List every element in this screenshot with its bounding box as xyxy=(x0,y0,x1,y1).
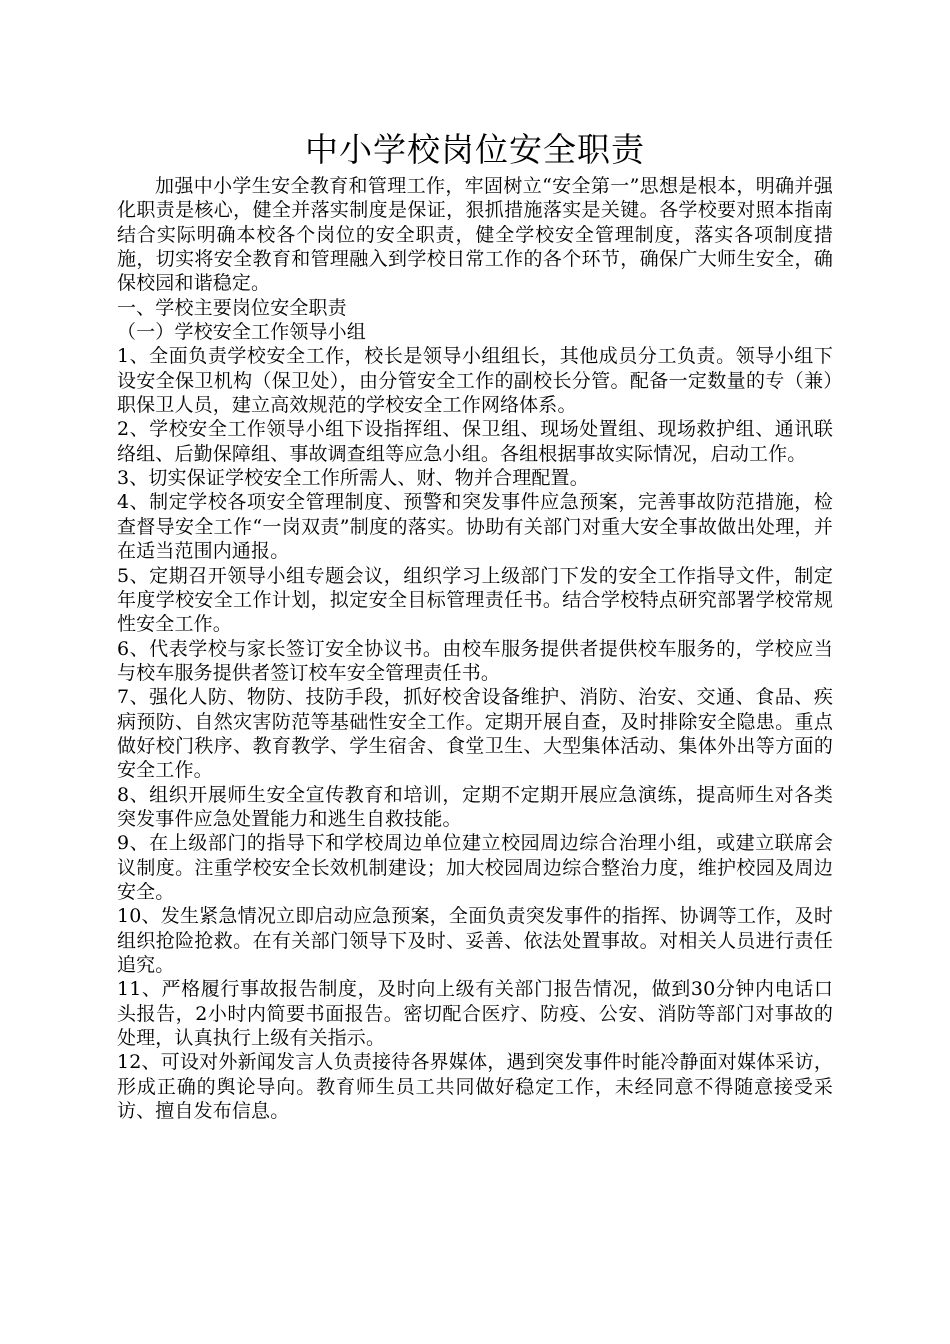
list-item: 3、切实保证学校安全工作所需人、财、物并合理配置。 xyxy=(117,467,589,490)
list-item: 9、在上级部门的指导下和学校周边单位建立校园周边综合治理小组，或建立联席会议制度。注重学校安全长效机制建设；加大校园周边综合整治力度，维护校园及周边安全。 xyxy=(117,832,833,903)
list-item: 5、定期召开领导小组专题会议，组织学习上级部门下发的安全工作指导文件，制定年度学校安全工作计划，拟定安全目标管理责任书。结合学校特点研究部署学校常规性安全工作。 xyxy=(117,564,833,636)
list-item: 12、可设对外新闻发言人负责接待各界媒体，遇到突发事件时能冷静面对媒体采访，形成正确的舆论导向。教育师生员工共同做好稳定工作，未经同意不得随意接受采访、擅自发布信息。 xyxy=(117,1051,833,1123)
list-item: 2、学校安全工作领导小组下设指挥组、保卫组、现场处置组、现场救护组、通讯联络组、后勤保障组、事故调查组等应急小组。各组根据事故实际情况，启动工作。 xyxy=(117,418,833,465)
list-item: 8、组织开展师生安全宣传教育和培训，定期不定期开展应急演练，提高师生对各类突发事件应急处置能力和逃生自救技能。 xyxy=(117,783,833,830)
list-item: 6、代表学校与家长签订安全协议书。由校车服务提供者提供校车服务的，学校应当与校车服务提供者签订校车安全管理责任书。 xyxy=(117,637,833,684)
list-item: 11、严格履行事故报告制度，及时向上级有关部门报告情况，做到30分钟内电话口头报告，2小时内简要书面报告。密切配合医疗、防疫、公安、消防等部门对事故的处理，认真执行上级有关指示。 xyxy=(117,978,833,1050)
section-heading: 一、学校主要岗位安全职责 xyxy=(117,296,347,319)
intro-paragraph: 加强中小学生安全教育和管理工作，牢固树立“安全第一”思想是根本，明确并强化职责是核心，健全并落实制度是保证，狠抓措施落实是关键。各学校要对照本指南结合实际明确本校各个岗位的安全职责，健全学校安全管理制度，落实各项制度措施，切实将安全教育和管理融入到学校日常工作的各个环节，确保广大师生安全，确保校园和谐稳定。 xyxy=(117,175,833,295)
list-item: 1、全面负责学校安全工作，校长是领导小组组长，其他成员分工负责。领导小组下设安全保卫机构（保卫处），由分管安全工作的副校长分管。配备一定数量的专（兼）职保卫人员，建立高效规范的学校安全工作网络体系。 xyxy=(117,345,833,417)
list-item: 7、强化人防、物防、技防手段，抓好校舍设备维护、消防、治安、交通、食品、疾病预防、自然灾害防范等基础性安全工作。定期开展自查，及时排除安全隐患。重点做好校门秩序、教育教学、学生宿舍、食堂卫生、大型集体活动、集体外出等方面的安全工作。 xyxy=(117,686,833,782)
page-title: 中小学校岗位安全职责 xyxy=(305,130,645,169)
list-item: 4、制定学校各项安全管理制度、预警和突发事件应急预案，完善事故防范措施，检查督导安全工作“一岗双责”制度的落实。协助有关部门对重大安全事故做出处理，并在适当范围内通报。 xyxy=(117,491,833,563)
list-item: 10、发生紧急情况立即启动应急预案，全面负责突发事件的指挥、协调等工作，及时组织抢险抢救。在有关部门领导下及时、妥善、依法处置事故。对相关人员进行责任追究。 xyxy=(117,905,833,976)
subsection-heading: （一）学校安全工作领导小组 xyxy=(117,321,366,344)
document-body xyxy=(117,126,833,1123)
